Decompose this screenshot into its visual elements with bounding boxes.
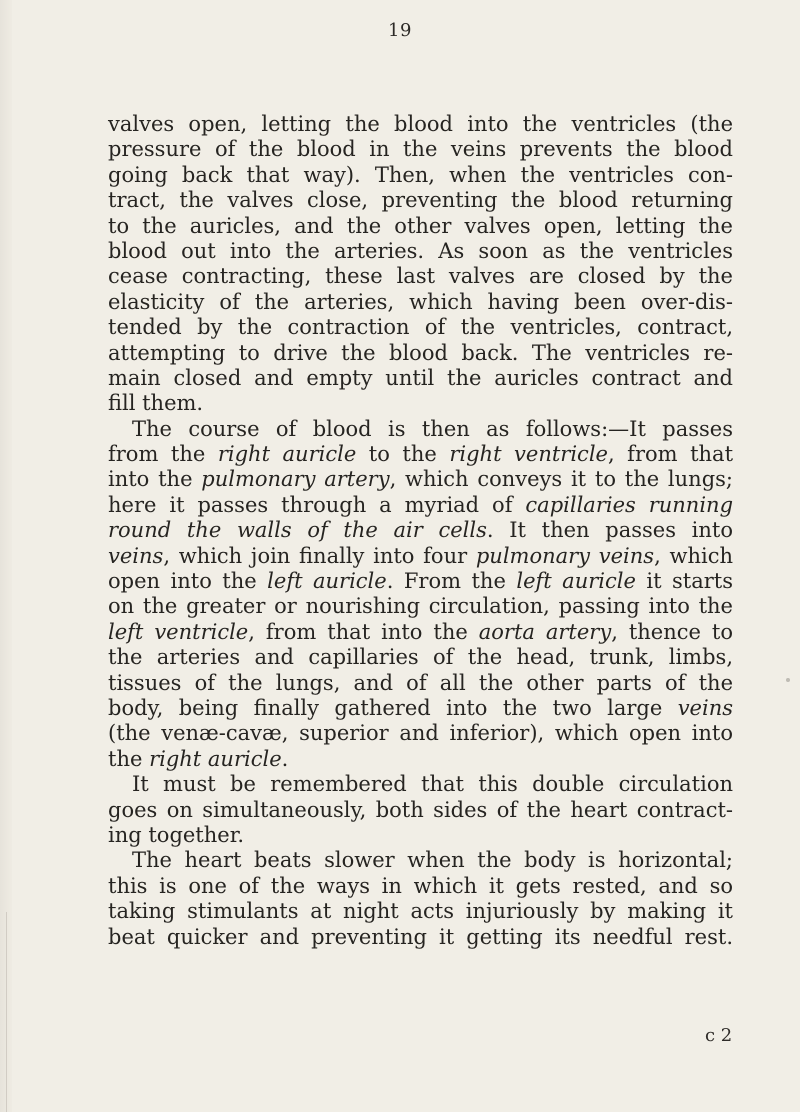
text-line-12: fill them.	[108, 391, 204, 416]
text-line-20: on the greater or nourishing circulation, passing into the	[108, 594, 733, 619]
text-line-21: left ventricle, from that into the aorta artery, thence to	[108, 619, 733, 644]
text-line-29: ing together.	[108, 822, 245, 847]
text-line-30: The heart beats slower when the body is horizontal;	[132, 848, 733, 873]
text-line-1: valves open, letting the blood into the ventricles (the	[108, 112, 733, 136]
signature-mark: c 2	[705, 1025, 733, 1046]
text-line-27: It must be remembered that this double circulation	[132, 772, 733, 797]
text-line-6: blood out into the arteries. As soon as the ventricles	[108, 238, 733, 263]
text-line-14: from the right auricle to the right ventricle, from that	[108, 442, 734, 467]
text-line-18: veins, which join finally into four pulmonary veins, which	[108, 543, 733, 568]
body-text	[108, 112, 733, 950]
text-line-31: this is one of the ways in which it gets rested, and so	[108, 873, 733, 898]
page-number: 19	[388, 20, 412, 41]
text-line-17: round the walls of the air cells. It then passes into	[108, 518, 733, 543]
text-line-28: goes on simultaneously, both sides of the heart contract-	[108, 797, 733, 822]
text-line-22: the arteries and capillaries of the head, trunk, limbs,	[108, 645, 733, 670]
text-line-13: The course of blood is then as follows:—It passes	[132, 416, 733, 441]
text-line-15: into the pulmonary artery, which conveys it to the lungs;	[108, 467, 733, 492]
text-line-7: cease contracting, these last valves are closed by the	[108, 264, 733, 289]
text-line-19: open into the left auricle. From the left auricle it starts	[108, 569, 733, 594]
text-line-10: attempting to drive the blood back. The ventricles re-	[108, 340, 733, 365]
text-line-8: elasticity of the arteries, which having been over-dis-	[108, 289, 733, 314]
text-line-4: tract, the valves close, preventing the blood returning	[108, 188, 733, 213]
text-line-23: tissues of the lungs, and of all the other parts of the	[108, 670, 733, 695]
text-line-32: taking stimulants at night acts injuriously by making it	[108, 899, 733, 924]
text-line-24: body, being finally gathered into the two large veins	[108, 695, 733, 720]
text-line-25: (the venæ-cavæ, superior and inferior), which open into	[108, 721, 733, 746]
page-left-rule	[6, 912, 7, 1112]
text-line-5: to the auricles, and the other valves open, letting the	[108, 213, 733, 238]
text-line-33: beat quicker and preventing it getting its needful rest.	[108, 924, 733, 949]
text-line-11: main closed and empty until the auricles contract and	[108, 365, 733, 390]
text-line-3: going back that way). Then, when the ventricles con-	[108, 162, 733, 187]
text-line-16: here it passes through a myriad of capillaries running	[108, 492, 734, 517]
page-speck	[786, 678, 790, 682]
text-line-26: the right auricle.	[108, 746, 289, 771]
text-line-9: tended by the contraction of the ventricles, contract,	[108, 315, 733, 340]
text-line-2: pressure of the blood in the veins prevents the blood	[108, 137, 733, 162]
